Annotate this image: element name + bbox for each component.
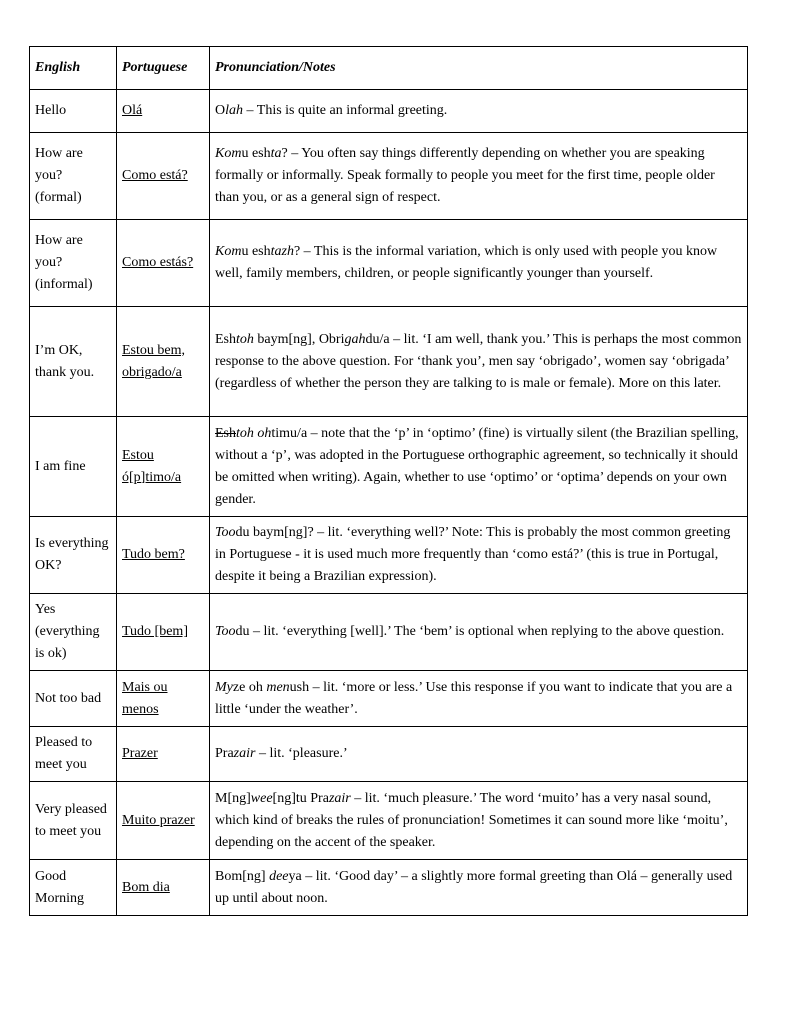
portuguese-phrase: Tudo [bem] <box>122 624 188 639</box>
portuguese-phrase: Muito prazer <box>122 812 195 828</box>
table-row <box>30 220 748 307</box>
table-row <box>30 133 748 220</box>
english-cell: Yes (everything is ok) <box>30 594 117 671</box>
notes-cell: Eshtoh ohtimu/a – note that the ‘p’ in ‘optimo’ (fine) is virtually silent (the Brazilian spelling, without a ‘p’, was adopted in the Portuguese orthographic agreement, so technically it should be omitted when writing). Again, whether to use ‘optimo’ or ‘optima’ depends on your own gender. <box>210 417 748 517</box>
portuguese-cell <box>117 594 210 671</box>
table-row <box>30 782 748 860</box>
notes-cell: Komu eshta? – You often say things differently depending on whether you are speaking formally or informally. Speak formally to people you meet for the first time, people older than you, or as a general sign of respect. <box>210 133 748 220</box>
header-notes: Pronunciation/Notes <box>210 47 748 90</box>
portuguese-cell <box>117 782 210 860</box>
portuguese-phrase: Como estás? <box>122 255 194 270</box>
portuguese-phrase: Mais ou menos <box>122 679 168 717</box>
notes-cell: Toodu – lit. ‘everything [well].’ The ‘bem’ is optional when replying to the above question. <box>210 594 748 671</box>
header-row <box>30 47 748 90</box>
portuguese-cell <box>117 307 210 417</box>
table-row <box>30 860 748 916</box>
portuguese-cell <box>117 517 210 594</box>
table-row <box>30 594 748 671</box>
notes-cell: Eshtoh baym[ng], Obrigahdu/a – lit. ‘I am well, thank you.’ This is perhaps the most common response to the above question. For ‘thank you’, men say ‘obrigado’, women say ‘obrigada’ (regardless of whether the person they are talking to is male or female). More on this later. <box>210 307 748 417</box>
portuguese-phrase: Estou bem, obrigado/a <box>122 342 185 380</box>
english-cell: Very pleased to meet you <box>30 782 117 860</box>
phrase-document <box>29 46 747 916</box>
portuguese-cell <box>117 90 210 133</box>
table-row <box>30 727 748 782</box>
portuguese-cell <box>117 417 210 517</box>
english-cell: How are you? (informal) <box>30 220 117 307</box>
notes-cell: Myze oh menush – lit. ‘more or less.’ Use this response if you want to indicate that you are a little ‘under the weather’. <box>210 671 748 727</box>
portuguese-phrase: Tudo bem? <box>122 547 185 562</box>
portuguese-cell <box>117 860 210 916</box>
portuguese-cell <box>117 671 210 727</box>
english-cell: Not too bad <box>30 671 117 727</box>
notes-cell: Olah – This is quite an informal greeting. <box>210 90 748 133</box>
english-cell: I am fine <box>30 417 117 517</box>
table-row <box>30 307 748 417</box>
portuguese-phrase: Estou ó[p]timo/a <box>122 447 182 485</box>
header-portuguese: Portuguese <box>117 47 210 90</box>
english-cell: Pleased to meet you <box>30 727 117 782</box>
portuguese-phrase: Olá <box>122 103 143 118</box>
table-row <box>30 517 748 594</box>
portuguese-cell <box>117 133 210 220</box>
portuguese-phrase: Como está? <box>122 168 188 183</box>
table-row <box>30 417 748 517</box>
table-row <box>30 90 748 133</box>
english-cell: Hello <box>30 90 117 133</box>
notes-cell: Toodu baym[ng]? – lit. ‘everything well?’ Note: This is probably the most common greeting in Portuguese - it is used much more frequently than ‘como está?’ (this is true in Portugal, despite it being a Brazilian expression). <box>210 517 748 594</box>
notes-cell: Prazair – lit. ‘pleasure.’ <box>210 727 748 782</box>
english-cell: Is everything OK? <box>30 517 117 594</box>
portuguese-phrase: Bom dia <box>122 879 170 895</box>
english-cell: How are you? (formal) <box>30 133 117 220</box>
table-row <box>30 671 748 727</box>
portuguese-cell <box>117 220 210 307</box>
english-cell: I’m OK, thank you. <box>30 307 117 417</box>
notes-cell: M[ng]wee[ng]tu Prazair – lit. ‘much pleasure.’ The word ‘muito’ has a very nasal sound, which kind of breaks the rules of pronunciation! Sometimes it can sound more like ‘moitu’, depending on the accent of the speaker. <box>210 782 748 860</box>
phrase-table <box>29 46 748 916</box>
portuguese-cell <box>117 727 210 782</box>
notes-cell: Bom[ng] deeya – lit. ‘Good day’ – a slightly more formal greeting than Olá – generally used up until about noon. <box>210 860 748 916</box>
english-cell: Good Morning <box>30 860 117 916</box>
notes-cell: Komu eshtazh? – This is the informal variation, which is only used with people you know well, family members, children, or people significantly younger than yourself. <box>210 220 748 307</box>
header-english: English <box>30 47 117 90</box>
portuguese-phrase: Prazer <box>122 746 158 761</box>
